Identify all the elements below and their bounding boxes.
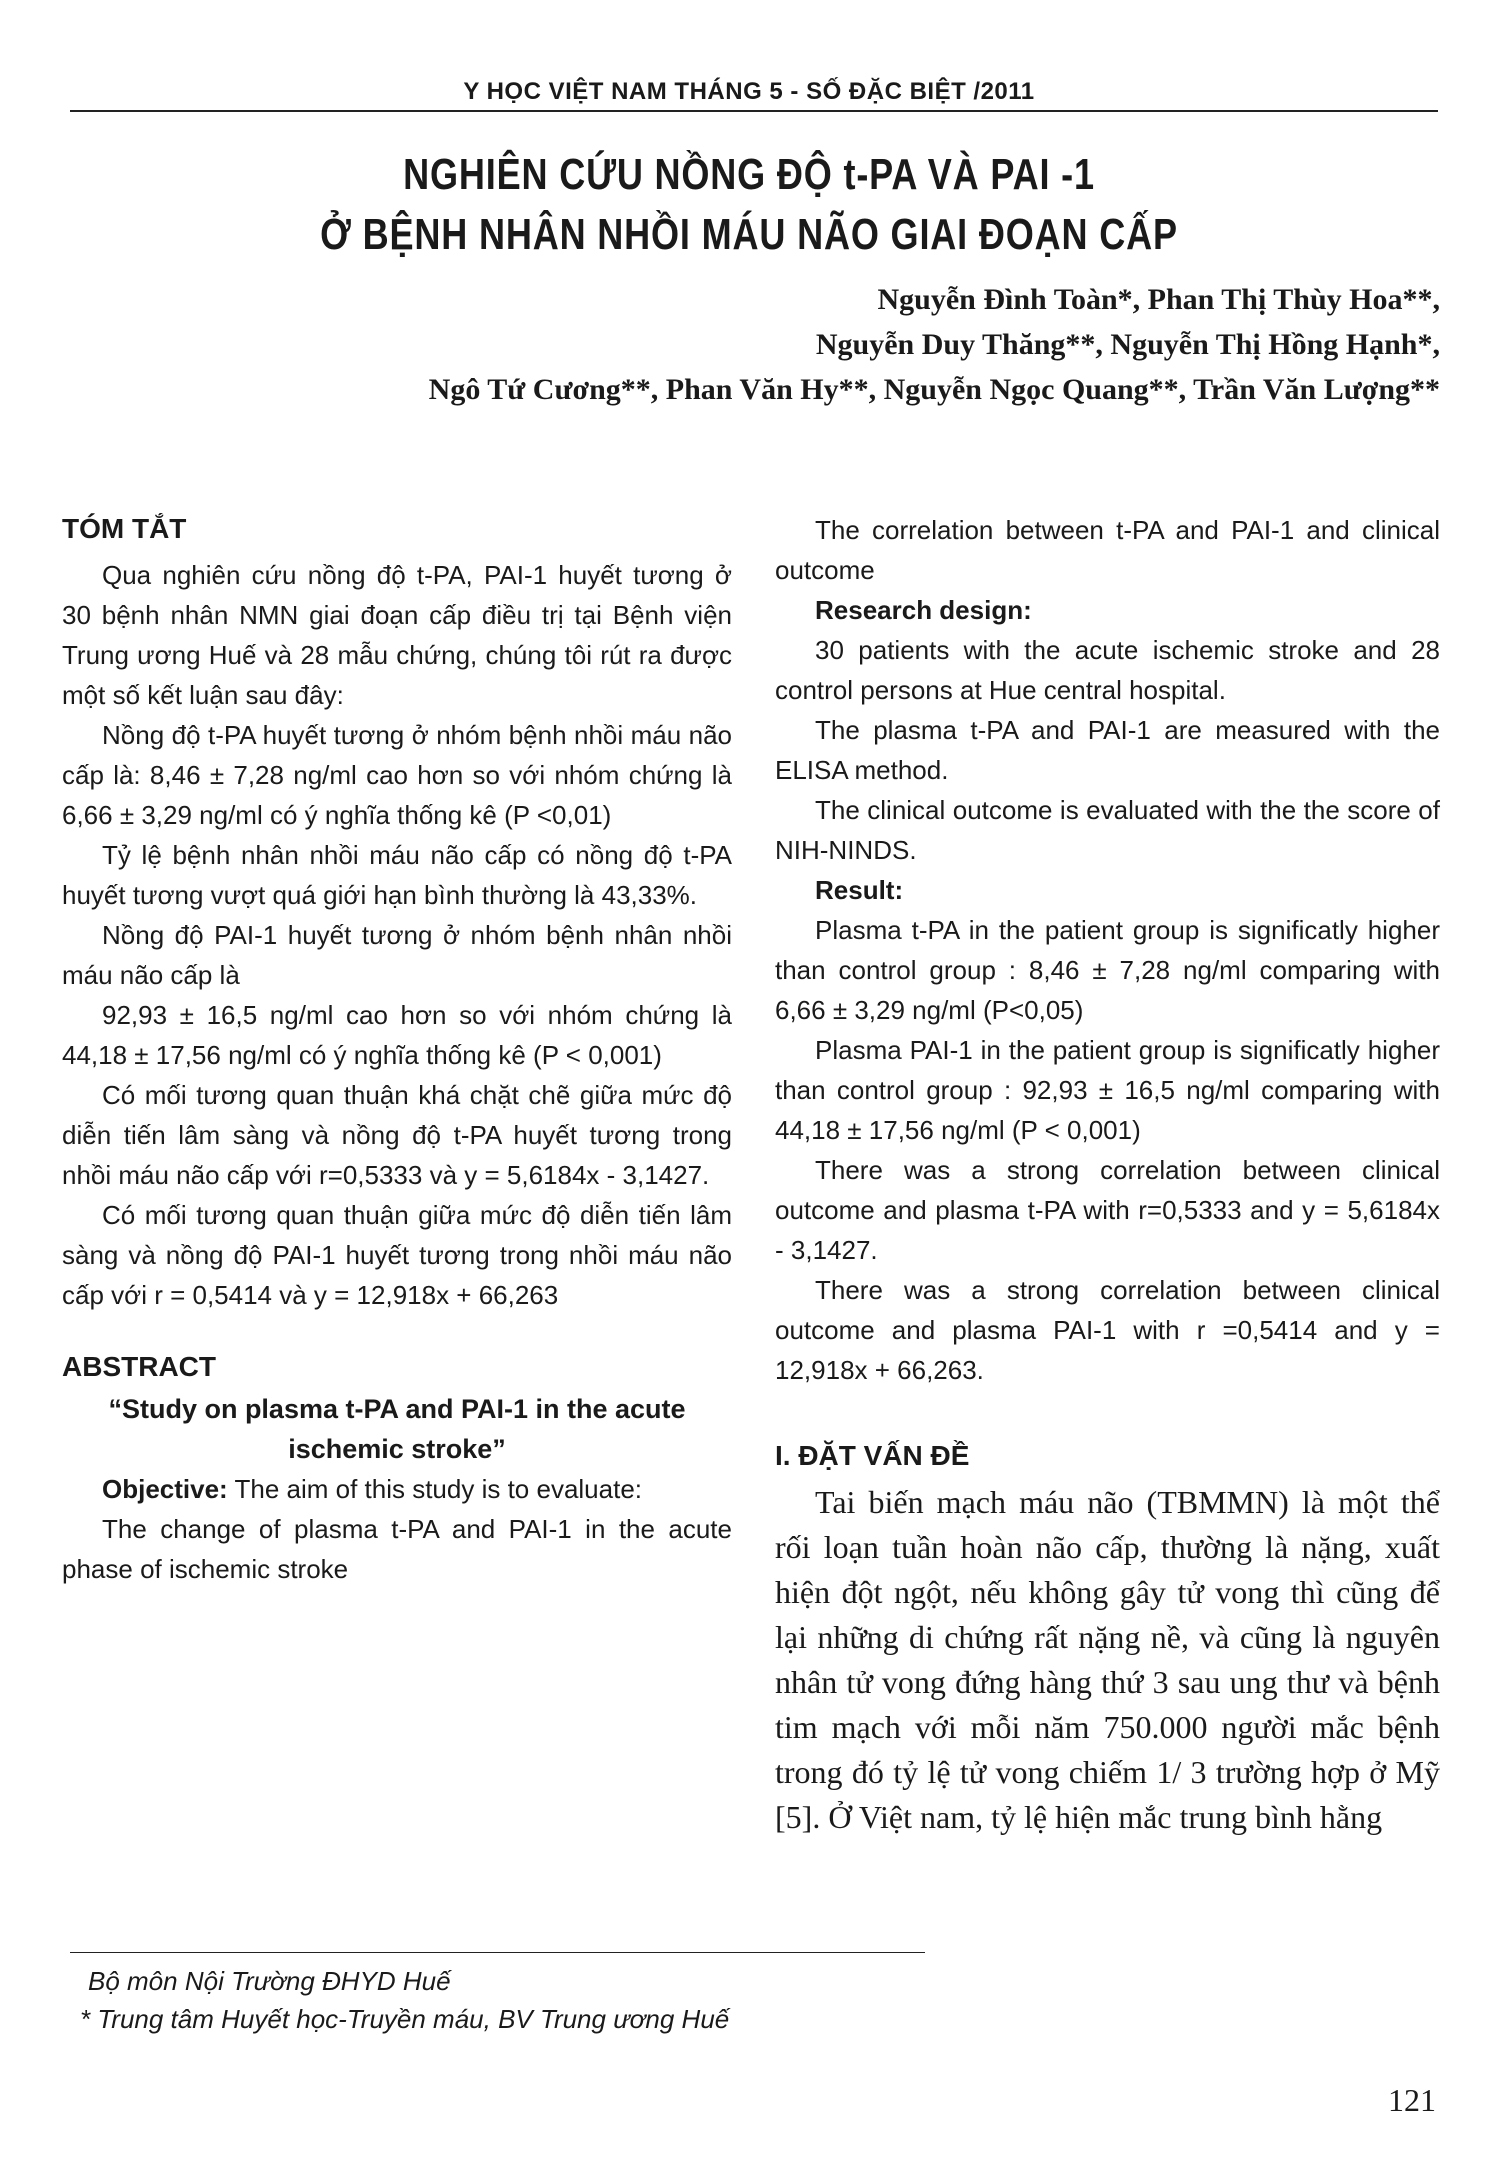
- right-column: [775, 510, 1440, 1840]
- abstract-objective-item: The change of plasma t-PA and PAI-1 in the acute phase of ischemic stroke: [62, 1514, 732, 1584]
- tomtat-paragraph: 92,93 ± 16,5 ng/ml cao hơn so với nhóm chứng là 44,18 ± 17,56 ng/ml có ý nghĩa thống kê (P < 0,001): [62, 1000, 732, 1070]
- footnote-1: Bộ môn Nội Trường ĐHYD Huế: [88, 1966, 451, 1996]
- tomtat-paragraph: Nồng độ PAI-1 huyết tương ở nhóm bệnh nhân nhồi máu não cấp là: [62, 920, 732, 990]
- abstract-heading: ABSTRACT: [62, 1351, 216, 1382]
- tomtat-paragraph: Qua nghiên cứu nồng độ t-PA, PAI-1 huyết tương ở 30 bệnh nhân NMN giai đoạn cấp điều trị tại Bệnh viện Trung ương Huế và 28 mẫu chứng, chúng tôi rút ra được một số kết luận sau đây:: [62, 560, 732, 710]
- result-item: There was a strong correlation between clinical outcome and plasma PAI-1 with r =0,5414 and y = 12,918x + 66,263.: [775, 1275, 1440, 1385]
- result-item: There was a strong correlation between clinical outcome and plasma t-PA with r=0,5333 and y = 5,6184x - 3,1427.: [775, 1155, 1440, 1265]
- objective-text: The aim of this study is to evaluate:: [227, 1474, 643, 1504]
- result-item: Plasma t-PA in the patient group is significatly higher than control group : 8,46 ± 7,28 ng/ml comparing with 6,66 ± 3,29 ng/ml (P<0,05): [775, 915, 1440, 1025]
- tomtat-heading: TÓM TẮT: [62, 513, 187, 544]
- section-1-heading: I. ĐẶT VẤN ĐỀ: [775, 1440, 970, 1471]
- result-item: Plasma PAI-1 in the patient group is significatly higher than control group : 92,93 ± 16,5 ng/ml comparing with 44,18 ± 17,56 ng/ml (P < 0,001): [775, 1035, 1440, 1145]
- design-item: 30 patients with the acute ischemic stroke and 28 control persons at Hue central hospital.: [775, 635, 1440, 705]
- tomtat-paragraph: Tỷ lệ bệnh nhân nhồi máu não cấp có nồng độ t-PA huyết tương vượt quá giới hạn bình thường là 43,33%.: [62, 840, 732, 910]
- footnote-rule: [70, 1952, 925, 1953]
- authors-line-3: Ngô Tứ Cương**, Phan Văn Hy**, Nguyễn Ngọc Quang**, Trần Văn Lượng**: [428, 373, 1440, 406]
- journal-header: Y HỌC VIỆT NAM THÁNG 5 - SỐ ĐẶC BIỆT /2011: [463, 78, 1035, 105]
- result-label: Result:: [815, 875, 904, 905]
- authors-line-2: Nguyễn Duy Thăng**, Nguyễn Thị Hồng Hạnh*,: [815, 328, 1440, 361]
- tomtat-paragraph: Có mối tương quan thuận giữa mức độ diễn tiến lâm sàng và nồng độ PAI-1 huyết tương trong nhồi máu não cấp với r = 0,5414 và y = 12,918x + 66,263: [62, 1200, 732, 1310]
- design-item: The plasma t-PA and PAI-1 are measured with the ELISA method.: [775, 715, 1440, 785]
- objective-label: Objective:: [102, 1474, 228, 1504]
- abstract-title: “Study on plasma t-PA and PAI-1 in the acute ischemic stroke”: [108, 1394, 686, 1464]
- abstract-objective: [62, 1469, 732, 1509]
- page-number: 121: [1388, 2082, 1436, 2118]
- section-1-body: Tai biến mạch máu não (TBMMN) là một thể rối loạn tuần hoàn não cấp, thường là nặng, xuất hiện đột ngột, nếu không gây tử vong thì cũng để lại những di chứng rất nặng nề, và cũng là nguyên nhân tử vong đứng hàng thứ 3 sau ung thư và bệnh tim mạch với mỗi năm 750.000 người mắc bệnh trong đó tỷ lệ tử vong chiếm 1/ 3 trường hợp ở Mỹ [5]. Ở Việt nam, tỷ lệ hiện mắc trung bình hằng: [775, 1484, 1440, 1835]
- header-rule: [70, 110, 1438, 112]
- design-item: The clinical outcome is evaluated with the the score of NIH-NINDS.: [775, 795, 1440, 865]
- tomtat-paragraph: Có mối tương quan thuận khá chặt chẽ giữa mức độ diễn tiến lâm sàng và nồng độ t-PA huyết tương trong nhồi máu não cấp với r=0,5333 và y = 5,6184x - 3,1427.: [62, 1080, 732, 1190]
- paper-title-line-2: Ở BỆNH NHÂN NHỒI MÁU NÃO GIAI ĐOẠN CẤP: [320, 210, 1178, 259]
- tomtat-paragraph: Nồng độ t-PA huyết tương ở nhóm bệnh nhồi máu não cấp là: 8,46 ± 7,28 ng/ml cao hơn so với nhóm chứng là 6,66 ± 3,29 ng/ml có ý nghĩa thống kê (P <0,01): [62, 720, 732, 830]
- design-label: Research design:: [815, 595, 1032, 625]
- abstract-objective-item: The correlation between t-PA and PAI-1 and clinical outcome: [775, 515, 1440, 585]
- authors-line-1: Nguyễn Đình Toàn*, Phan Thị Thùy Hoa**,: [877, 283, 1440, 316]
- left-column: [62, 513, 732, 1589]
- paper-title-line-1: NGHIÊN CỨU NỒNG ĐỘ t-PA VÀ PAI -1: [403, 150, 1095, 199]
- footnote-2: * Trung tâm Huyết học-Truyền máu, BV Trung ương Huế: [80, 2004, 730, 2034]
